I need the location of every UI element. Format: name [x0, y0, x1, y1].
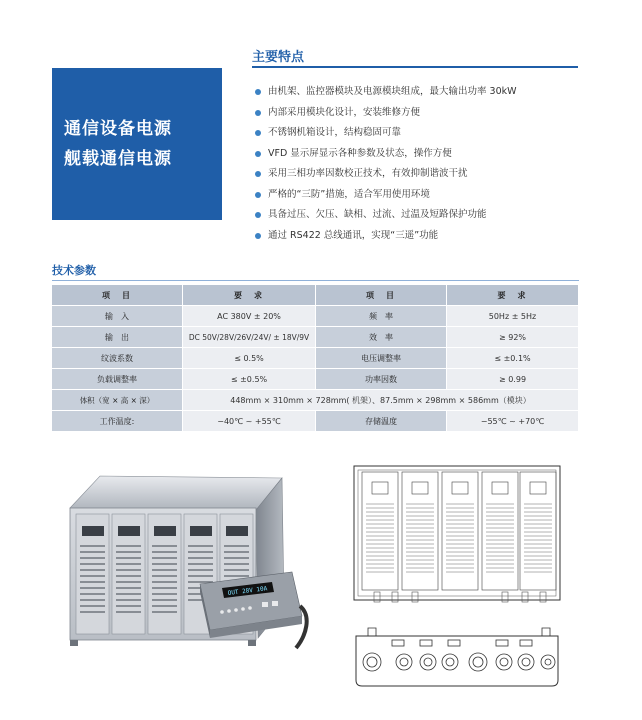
- features-divider: [252, 66, 578, 68]
- table-row: [52, 411, 579, 432]
- feature-text: 通过 RS422 总线通讯，实现“三遥”功能: [268, 229, 439, 241]
- table-row: [52, 327, 579, 348]
- param-value: −55℃ ~ +70℃: [447, 411, 579, 432]
- param-value: 50Hz ± 5Hz: [447, 306, 579, 327]
- rear-panel-drawing: [352, 622, 562, 688]
- param-label: 输 出: [52, 327, 183, 348]
- param-value: ≤ ±0.5%: [183, 369, 316, 390]
- feature-item: [254, 82, 584, 103]
- param-value: ≥ 0.99: [447, 369, 579, 390]
- param-label: 频 率: [316, 306, 447, 327]
- table-row: [52, 306, 579, 327]
- param-value: 448mm × 310mm × 728mm( 机架）、87.5mm × 298mm × 586mm（模块）: [183, 390, 579, 411]
- bullet-icon: [255, 110, 261, 116]
- table-row: [52, 369, 579, 390]
- feature-text: 由机架、监控器模块及电源模块组成，最大输出功率 30kW: [268, 86, 517, 97]
- param-label: 体积（宽 × 高 × 深）: [52, 390, 183, 411]
- title-line-1: 通信设备电源: [64, 119, 172, 139]
- bullet-icon: [255, 212, 261, 218]
- feature-text: VFD 显示屏显示各种参数及状态，操作方便: [268, 147, 452, 159]
- feature-item: [254, 123, 584, 144]
- rack-front-drawing: [352, 464, 562, 610]
- param-value: DC 50V/28V/26V/24V/ ± 18V/9V: [183, 327, 316, 348]
- feature-text: 内部采用模块化设计，安装维修方便: [268, 106, 421, 118]
- bullet-icon: [255, 233, 261, 239]
- param-value: ≥ 92%: [447, 327, 579, 348]
- controller-display: OUT 28V 10A: [227, 585, 268, 597]
- param-value: AC 380V ± 20%: [183, 306, 316, 327]
- spec-table: [52, 285, 579, 432]
- bullet-icon: [255, 151, 261, 157]
- title-line-2: 舰载通信电源: [64, 149, 172, 169]
- bullet-icon: [255, 130, 261, 136]
- header-requirement: 要 求: [447, 285, 579, 306]
- feature-text: 采用三相功率因数校正技术，有效抑制谐波干扰: [268, 168, 468, 179]
- features-list: [254, 82, 584, 246]
- header-item: 项 目: [52, 285, 183, 306]
- feature-item: [254, 164, 584, 185]
- bullet-icon: [255, 89, 261, 95]
- feature-item: [254, 144, 584, 165]
- param-label: 工作温度:: [52, 411, 183, 432]
- tech-heading: 技术参数: [52, 264, 96, 277]
- param-label: 负载调整率: [52, 369, 183, 390]
- feature-text: 严格的“三防”措施，适合军用使用环境: [268, 188, 430, 200]
- table-header-row: [52, 285, 579, 306]
- feature-text: 具备过压、欠压、缺相、过流、过温及短路保护功能: [268, 209, 487, 220]
- feature-text: 不锈钢机箱设计，结构稳固可靠: [268, 127, 402, 138]
- header-requirement: 要 求: [183, 285, 316, 306]
- header-item: 项 目: [316, 285, 447, 306]
- param-label: 电压调整率: [316, 348, 447, 369]
- param-label: 存储温度: [316, 411, 447, 432]
- features-heading: 主要特点: [252, 50, 305, 65]
- param-label: 效 率: [316, 327, 447, 348]
- title-box: [52, 68, 222, 220]
- bullet-icon: [255, 192, 261, 198]
- param-label: 输 入: [52, 306, 183, 327]
- param-label: 纹波系数: [52, 348, 183, 369]
- table-row: [52, 390, 579, 411]
- param-label: 功率因数: [316, 369, 447, 390]
- table-row: [52, 348, 579, 369]
- feature-item: [254, 185, 584, 206]
- feature-item: [254, 205, 584, 226]
- feature-item: [254, 226, 584, 247]
- param-value: ≤ 0.5%: [183, 348, 316, 369]
- tech-divider: [52, 280, 579, 281]
- param-value: ≤ ±0.1%: [447, 348, 579, 369]
- product-photo: [60, 466, 310, 668]
- bullet-icon: [255, 171, 261, 177]
- feature-item: [254, 103, 584, 124]
- param-value: −40℃ ~ +55℃: [183, 411, 316, 432]
